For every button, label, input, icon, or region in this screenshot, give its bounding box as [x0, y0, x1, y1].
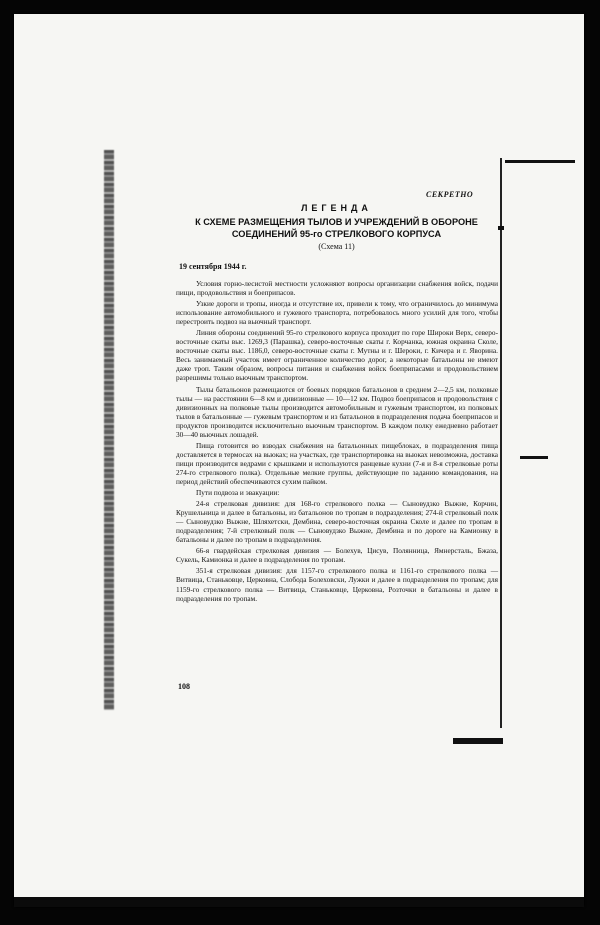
- paragraph: 24-я стрелковая дивизия: для 168-го стрелкового полка — Сыновудзко Выжне, Корчин, Крушельница и далее в батальоны, из батальонов по тропам в подразделения; 274-й стрелковый полк — Сыновудзко Выжне, Шляхетски, Дембина, северо-восточная окраина Сколе и далее по тропам в подразделения; 7-й стрелковый полк — Сыновудзко Выжне, Дембина и по дороге на Камионку в батальоны и далее по тропам в подразделения.: [176, 499, 498, 545]
- edge-mark: [453, 738, 503, 744]
- paragraph: Узкие дороги и тропы, иногда и отсутствие их, привели к тому, что ограничилось до минимума использование автомобильного и гужевого транспорта, потребовалось много усилий для того, чтобы перестроить подвоз на вьючный транспорт.: [176, 299, 498, 327]
- scheme-reference: (Схема 11): [318, 242, 355, 251]
- edge-mark: [498, 226, 504, 230]
- edge-mark: [520, 456, 548, 459]
- document-heading: [175, 203, 498, 251]
- paragraph: Пути подвоза и эвакуации:: [196, 488, 280, 498]
- paragraph: Пища готовится во взводах снабжения на батальонных пищеблоках, в подразделения пища доставляется в термосах на вьюках; на участках, где транспортировка на вьюках невозможна, доставка пищи производится ведрами с крышками и используются ранцевые кухни (7-я и 8-я стрелковые роты 274-го стрелкового полка). Отдельные мелкие группы, действующие по заданию командования, на период действий обеспечиваются сухим пайком.: [176, 440, 498, 486]
- document-date: 19 сентября 1944 г.: [179, 262, 247, 271]
- paragraph: 66-я гвардейская стрелковая дивизия — Болехув, Цисув, Полянница, Ямнерсталь, Бжаза, Сукель, Камионка и далее в подразделения по тропам.: [176, 546, 498, 565]
- document-body: [176, 279, 498, 605]
- heading-subtitle: [175, 216, 498, 240]
- paragraph: 351-я стрелковая дивизия: для 1157-го стрелкового полка и 1161-го стрелкового полка — Витвица, Станьковце, Церковна, Слобода Болеховски, Лужки и далее в подразделения по тропам; для 1159-го стрелкового полка — Витвица, Станьковце, Церковна, Розточки в батальоны и далее в подразделения по тропам.: [176, 566, 498, 603]
- paragraph: Условия горно-лесистой местности усложняют вопросы организации снабжения войск, подачи пищи, продовольствия и боеприпасов.: [176, 279, 498, 298]
- subtitle-line-2: СОЕДИНЕНИЙ 95-го СТРЕЛКОВОГО КОРПУСА: [231, 229, 442, 239]
- edge-mark: [505, 160, 575, 163]
- subtitle-line-1: К СХЕМЕ РАЗМЕЩЕНИЯ ТЫЛОВ И УЧРЕЖДЕНИЙ В ОБОРОНЕ: [195, 217, 478, 227]
- classification-stamp: СЕКРЕТНО: [426, 190, 474, 199]
- paragraph: Линия обороны соединений 95-го стрелкового корпуса проходит по горе Широки Верх, северо-восточные скаты выс. 1269,3 (Парашка), северо-восточные скаты г. Корчанка, южная окраина Сколе, восточные скаты выс. 1186,0, северо-восточные скаты г. Мутны и г. Шероки, г. Кичера и г. Яворина. Весь занимаемый участок имеет ограниченное количество дорог, а некоторые батальоны не имеют даже троп. Таким образом, вопросы питания и снабжения войск боеприпасами и продовольствием разрешимы только вьючным транспортом.: [176, 328, 498, 383]
- page-number: 108: [178, 682, 190, 691]
- page-edge-line: [500, 158, 502, 728]
- heading-title: ЛЕГЕНДА: [301, 203, 372, 213]
- binding-shadow: [104, 150, 114, 710]
- paragraph: Тылы батальонов размещаются от боевых порядков батальонов в среднем 2—2,5 км, полковые тылы — на расстоянии 6—8 км и дивизионные — 10—12 км. Подвоз боеприпасов и продовольствия с дивизионных на полковые тылы производится автомобильным и гужевым транспортом, из полковых тылов в батальонные — гужевым транспортом и из батальонов в подразделения подача боеприпасов и продуктов производится исключительно вьючным транспортом. В каждом полку ежедневно работает 30—40 вьючных лошадей.: [176, 384, 498, 439]
